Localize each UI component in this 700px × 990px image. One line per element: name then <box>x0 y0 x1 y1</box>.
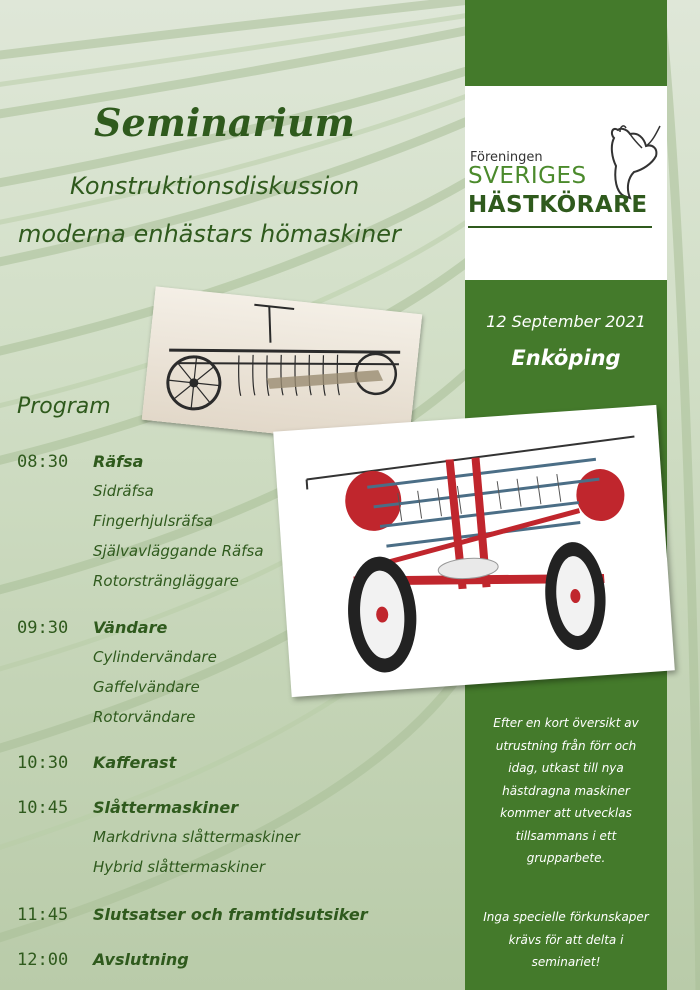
item-time: 10:45 <box>17 798 69 818</box>
logo-small-text: Föreningen <box>470 150 543 165</box>
logo-line-1: SVERIGES <box>468 163 587 189</box>
description-text <box>468 712 664 870</box>
item-sub: Cylindervändare <box>93 648 217 666</box>
note-line: Inga specielle förkunskaper <box>483 910 649 924</box>
item-time: 11:45 <box>17 905 69 925</box>
program-heading: Program <box>17 394 111 419</box>
event-place: Enköping <box>511 346 621 370</box>
logo-underline <box>468 226 652 228</box>
item-sub: Rotorvändare <box>93 708 196 726</box>
item-title: Räfsa <box>93 452 144 471</box>
item-time: 08:30 <box>17 452 69 472</box>
description-line: hästdragna maskiner <box>502 783 630 798</box>
item-title: Kafferast <box>93 753 177 772</box>
item-sub: Hybrid slåttermaskiner <box>93 858 266 876</box>
modern-rake-photo <box>273 405 675 697</box>
item-sub: Rotorsträngläggare <box>93 572 239 590</box>
modern-rake-drawing <box>273 405 675 697</box>
prerequisites-note <box>468 906 664 974</box>
subtitle-line-2: moderna enhästars hömaskiner <box>18 220 401 248</box>
description-line: Efter en kort översikt av <box>493 716 639 730</box>
item-time: 09:30 <box>17 618 69 638</box>
item-time: 10:30 <box>17 753 69 773</box>
item-title: Slutsatser och framtidsutsiker <box>93 905 368 924</box>
item-sub: Gaffelvändare <box>93 678 200 696</box>
description-line: idag, utkast till nya <box>508 761 624 775</box>
logo-line-2: HÄSTKÖRARE <box>468 192 648 218</box>
page-title: Seminarium <box>94 100 355 145</box>
note-line: seminariet! <box>531 955 601 969</box>
item-title: Avslutning <box>93 950 189 969</box>
description-line: kommer att utvecklas <box>500 806 632 820</box>
description-line: utrustning från förr och <box>495 738 637 753</box>
item-sub: Sidräfsa <box>93 482 154 500</box>
item-sub: Markdrivna slåttermaskiner <box>93 828 300 846</box>
description-line: tillsammans i ett <box>515 828 617 843</box>
item-time: 12:00 <box>17 950 69 970</box>
event-date: 12 September 2021 <box>486 312 646 331</box>
item-sub: Fingerhjulsräfsa <box>93 512 214 530</box>
description-line: grupparbete. <box>526 851 606 865</box>
note-line: krävs för att delta i <box>508 932 624 947</box>
item-sub: Självavläggande Räfsa <box>93 542 264 560</box>
item-title: Vändare <box>93 618 168 637</box>
subtitle-line-1: Konstruktionsdiskussion <box>70 172 360 200</box>
item-title: Slåttermaskiner <box>93 798 239 817</box>
